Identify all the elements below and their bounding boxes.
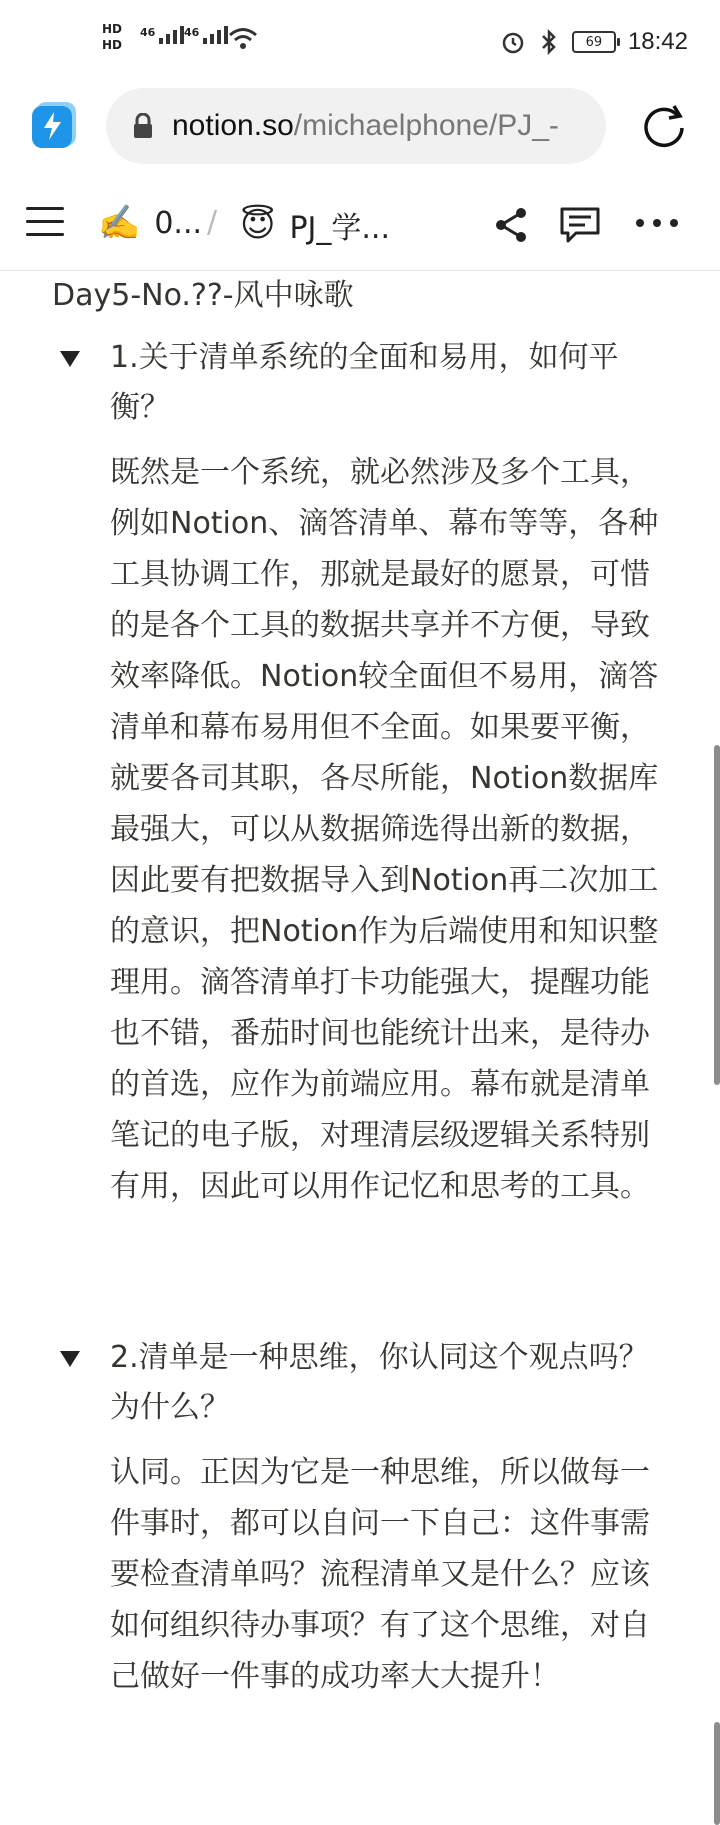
browser-app-icon[interactable] — [30, 100, 80, 150]
reload-icon[interactable] — [640, 102, 688, 150]
notion-topbar — [0, 185, 720, 271]
hd-indicator: HD HD — [102, 22, 123, 52]
comment-icon[interactable] — [558, 205, 602, 245]
signal-icon: 46 — [140, 26, 184, 44]
lock-icon — [132, 113, 154, 139]
wifi-icon — [228, 26, 258, 50]
menu-icon[interactable] — [26, 207, 64, 237]
writing-hand-icon: ✍️ — [98, 203, 141, 243]
scrollbar[interactable] — [714, 745, 720, 1085]
scrollbar-thumb[interactable] — [714, 1722, 720, 1825]
bluetooth-icon — [538, 29, 560, 55]
toggle-body: 认同。正因为它是一种思维，所以做每一件事时，都可以自问一下自己：这件事需要检查清单吗？流程清单又是什么？应该如何组织待办事项？有了这个思维，对自己做好一件事的成功率大大提升！ — [110, 1455, 650, 1694]
alarm-icon — [500, 29, 526, 55]
smiling-halo-icon: 😇 — [240, 205, 276, 245]
toggle-body: 既然是一个系统，就必然涉及多个工具，例如Notion、滴答清单、幕布等等，各种工具协调工作，那就是最好的愿景，可惜的是各个工具的数据共享并不方便，导致效率降低。Notion较全面但不易用，滴答清单和幕布易用但不全面。如果要平衡，就要各司其职，各尽所能，Notion数据库最强大，可以从数据筛选得出新的数据，因此要有把数据导入到Notion再二次加工的意识，把Notion作为后端使用和知识整理用。滴答清单打卡功能强大，提醒功能也不错，番茄时间也能统计出来，是待办的首选，应作为前端应用。幕布就是清单笔记的电子版，对理清层级逻辑关系特别有用，因此可以用作记忆和思考的工具。 — [110, 455, 659, 1204]
toggle-title[interactable]: 2.清单是一种思维，你认同这个观点吗？为什么？ — [110, 1340, 649, 1425]
page-heading: Day5-No.??-风中咏歌 — [52, 278, 354, 313]
breadcrumb-item-parent[interactable] — [98, 203, 202, 243]
breadcrumb-label: PJ_学... — [289, 211, 390, 246]
toggle-arrow-icon[interactable] — [60, 1351, 80, 1367]
breadcrumb-separator: / — [207, 205, 218, 240]
breadcrumb-label: 0... — [154, 205, 203, 241]
clock: 18:42 — [627, 28, 688, 55]
toggle-title[interactable]: 1.关于清单系统的全面和易用，如何平衡？ — [110, 340, 619, 425]
status-bar — [0, 0, 720, 80]
more-options-icon[interactable] — [636, 219, 678, 227]
toggle-arrow-icon[interactable] — [60, 351, 80, 367]
address-bar[interactable] — [106, 88, 606, 164]
browser-address-row — [0, 80, 720, 180]
share-icon[interactable] — [492, 205, 530, 245]
breadcrumb-item-current[interactable] — [240, 203, 390, 247]
signal-icon: 46 — [184, 26, 228, 44]
battery-icon: 69 — [572, 31, 616, 53]
url-text: notion.so/michaelphone/PJ_- — [172, 109, 559, 142]
